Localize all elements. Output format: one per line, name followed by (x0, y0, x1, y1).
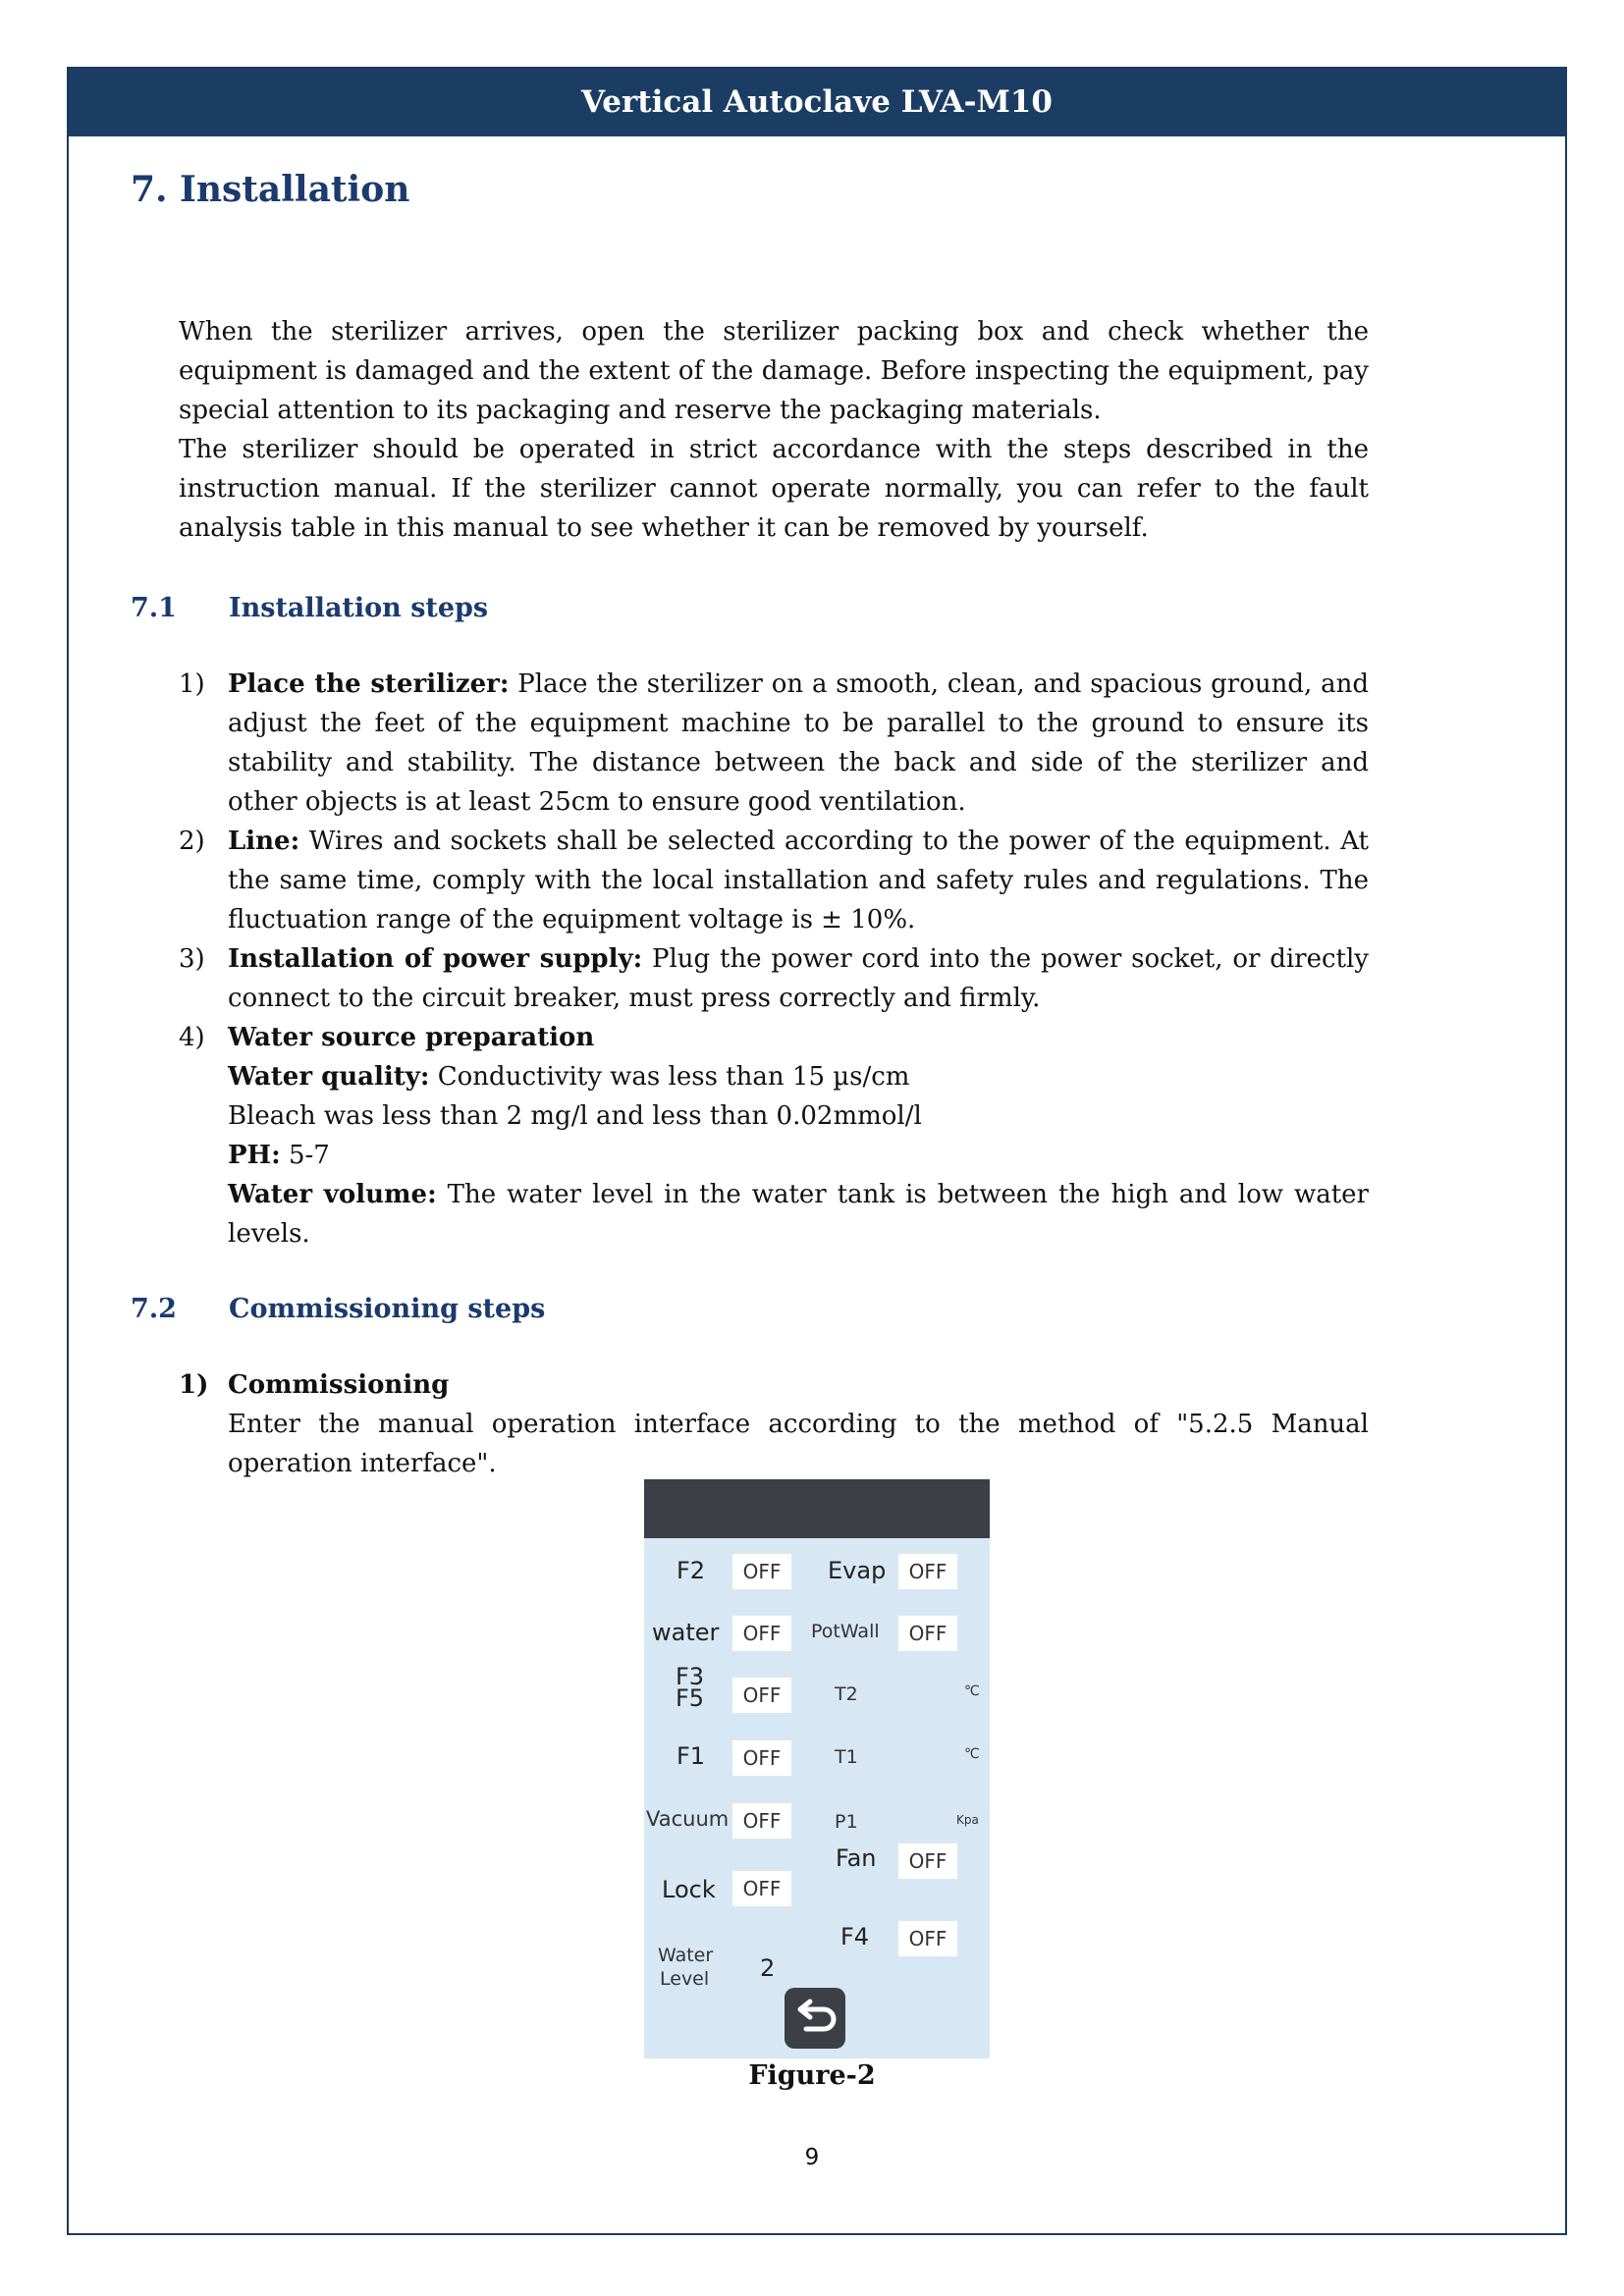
manual-operation-panel-figure (644, 1479, 990, 2058)
subsection-title: Installation steps (229, 593, 489, 623)
potwall-toggle: OFF (898, 1616, 957, 1651)
return-icon (785, 1988, 845, 2049)
potwall-label: PotWall (811, 1621, 880, 1642)
t1-unit: ℃ (964, 1746, 980, 1762)
item-text: Plug the power cord into the power socket, or directly connect to the circuit breaker, must press correctly and firmly. (228, 944, 1369, 1013)
list-marker: 3) (179, 944, 205, 974)
water-toggle: OFF (732, 1616, 791, 1651)
list-item (179, 939, 1369, 1018)
back-button (785, 1988, 845, 2049)
item-bold-label: Installation of power supply: (228, 944, 643, 974)
section-number: 7. (131, 169, 168, 210)
item-bold-label: Place the sterilizer: (228, 669, 510, 699)
f2-toggle: OFF (732, 1554, 791, 1589)
list-marker: 4) (179, 1023, 205, 1052)
list-marker: 1) (179, 1370, 209, 1400)
ph-text: 5-7 (280, 1141, 330, 1170)
f3-label: F3 (676, 1663, 705, 1690)
list-marker: 1) (179, 669, 205, 699)
item-bold-label: Water source preparation (228, 1023, 595, 1052)
p1-unit: Kpa (956, 1813, 979, 1827)
water-volume-label: Water volume: (228, 1180, 437, 1209)
subsection-number: 7.1 (131, 593, 177, 623)
water-level-label-line2: Level (660, 1968, 710, 1990)
water-level-value: 2 (760, 1954, 776, 1982)
item-text: Place the sterilizer on a smooth, clean, and spacious ground, and adjust the feet of the equipment machine to be parallel to the ground to ensure its stability and stability. The distance between the back and side of the sterilizer and other objects is at least 25cm to ensure good ventilation. (228, 669, 1369, 817)
intro-paragraph-2: The sterilizer should be operated in strict accordance with the steps described in the instruction manual. If the sterilizer cannot operate normally, you can refer to the fault analysis table in this manual to see whether it can be removed by yourself. (179, 435, 1369, 543)
f4-label: F4 (840, 1923, 870, 1950)
intro-paragraph-1: When the sterilizer arrives, open the sterilizer packing box and check whether the equipment is damaged and the extent of the damage. Before inspecting the equipment, pay special attention to its packaging and reserve the packaging materials. (179, 317, 1369, 425)
f5-label: F5 (676, 1684, 705, 1712)
list-item (179, 665, 1369, 822)
vacuum-label: Vacuum (646, 1807, 730, 1831)
list-item (179, 1365, 1369, 1483)
subsection-heading-installation (131, 593, 488, 623)
f1-label: F1 (677, 1742, 706, 1770)
f2-label: F2 (677, 1557, 706, 1584)
list-marker: 2) (179, 827, 205, 856)
fan-toggle: OFF (898, 1843, 957, 1879)
f4-toggle: OFF (898, 1921, 957, 1956)
lock-toggle: OFF (732, 1871, 791, 1906)
figure-caption: Figure-2 (748, 2060, 876, 2091)
water-level-label-line1: Water (658, 1945, 714, 1966)
subsection-title: Commissioning steps (229, 1294, 546, 1324)
panel-title-bar (644, 1479, 990, 1538)
lock-label: Lock (662, 1876, 716, 1903)
fan-label: Fan (836, 1844, 877, 1872)
vacuum-toggle: OFF (732, 1803, 791, 1839)
item-text: Wires and sockets shall be selected according to the power of the equipment. At the same time, comply with the local installation and safety rules and regulations. The fluctuation range of the equipment voltage is ± 10%. (228, 827, 1369, 934)
page-header: Vertical Autoclave LVA-M10 (69, 69, 1565, 136)
ph-label: PH: (228, 1141, 281, 1170)
item-bold-label: Commissioning (228, 1370, 450, 1400)
water-label: water (652, 1619, 720, 1646)
subsection-heading-commissioning (131, 1294, 545, 1324)
t1-label: T1 (835, 1746, 858, 1768)
item-bold-label: Line: (228, 827, 300, 856)
water-volume-text: The water level in the water tank is between the high and low water levels. (228, 1180, 1369, 1249)
evap-label: Evap (828, 1557, 887, 1584)
p1-label: P1 (835, 1811, 858, 1833)
list-item (179, 822, 1369, 939)
item-text: Enter the manual operation interface according to the method of "5.2.5 Manual operation interface". (228, 1410, 1369, 1478)
water-quality-label: Water quality: (228, 1062, 430, 1092)
section-heading (131, 169, 409, 210)
bleach-text: Bleach was less than 2 mg/l and less than 0.02mmol/l (228, 1101, 922, 1131)
t2-unit: ℃ (964, 1683, 980, 1699)
subsection-number: 7.2 (131, 1294, 177, 1324)
f3-f5-toggle: OFF (732, 1678, 791, 1713)
f1-toggle: OFF (732, 1740, 791, 1776)
water-quality-text: Conductivity was less than 15 µs/cm (429, 1062, 910, 1092)
list-item (179, 1018, 1369, 1254)
section-title: Installation (180, 169, 410, 210)
page-number: 9 (804, 2145, 820, 2170)
t2-label: T2 (835, 1683, 858, 1705)
evap-toggle: OFF (898, 1554, 957, 1589)
